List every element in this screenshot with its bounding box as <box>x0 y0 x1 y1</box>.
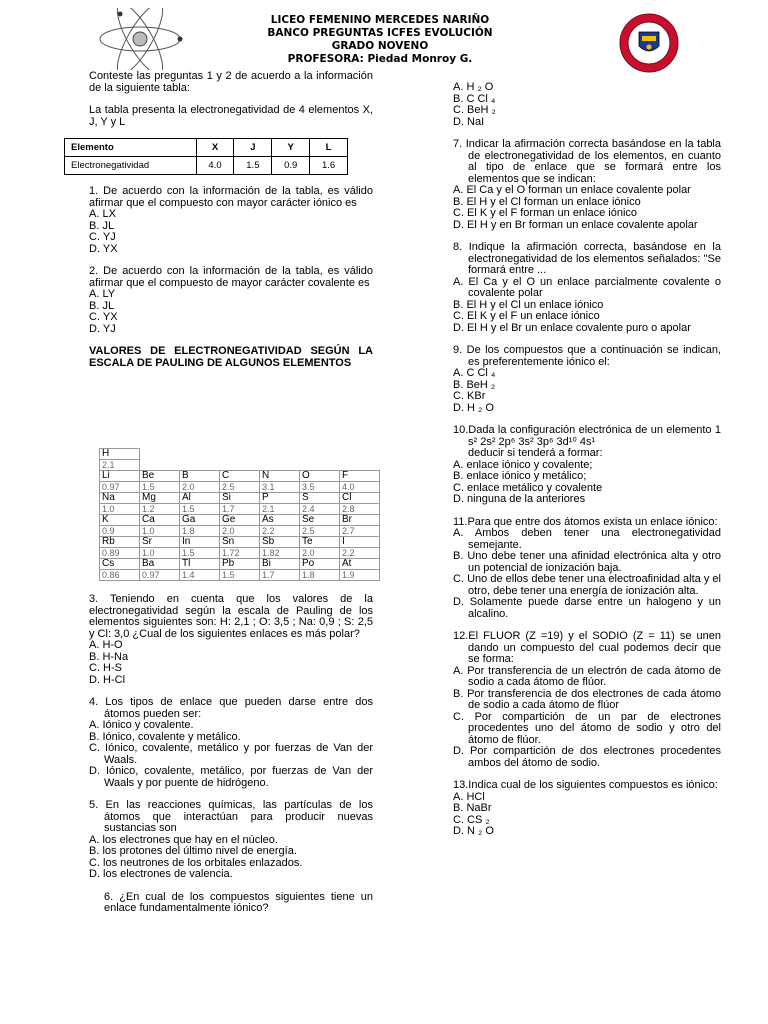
option: B. JL <box>89 219 115 232</box>
element-symbol: Cs <box>100 559 140 570</box>
element-symbol: Ca <box>140 515 180 526</box>
intro-1: Conteste las preguntas 1 y 2 de acuerdo a la información de la siguiente tabla: <box>89 70 373 94</box>
element-symbol: Cl <box>340 493 380 504</box>
question-3: 3. Teniendo en cuenta que los valores de la electronegatividad según la escala de Pauling de los elementos siguientes son: H: 2,1 ; O: 3,5 ; Na: 0,9 ; S: 2,5 y Cl: 3,0 ¿Cual de los siguientes enlaces es más polar? <box>89 593 373 640</box>
element-value: 2.8 <box>340 504 380 515</box>
element-symbol: Ba <box>140 559 180 570</box>
option: C. BeH ₂ <box>453 104 496 116</box>
element-value: 1.8 <box>300 570 340 581</box>
document-header <box>230 14 530 66</box>
empty-cell <box>340 460 380 471</box>
empty-cell <box>260 449 300 460</box>
option: B. El H y el Cl un enlace iónico <box>453 298 604 311</box>
question-10-continued: deducir si tenderá a formar: <box>468 447 603 459</box>
element-value: 1.2 <box>140 504 180 515</box>
option: C. enlace metálico y covalente <box>453 481 603 494</box>
option: C. YJ <box>89 231 116 243</box>
option: B. BeH ₂ <box>453 378 496 391</box>
option: D. El H y en Br forman un enlace covalente apolar <box>453 218 698 231</box>
empty-cell <box>220 460 260 471</box>
element-symbol: Br <box>340 515 380 526</box>
option: B. Por transferencia de dos electrones de cada átomo de sodio a cada átomo de flúor <box>453 687 721 711</box>
option: D. El H y el Br un enlace covalente puro o apolar <box>453 321 691 334</box>
option: D. Iónico, covalente, metálico, por fuerzas de Van der Waals y por puente de hidrógeno. <box>89 765 373 789</box>
element-value: 1.4 <box>180 570 220 581</box>
option: D. Por compartición de dos electrones procedentes ambos del átomo de sodio. <box>453 745 721 769</box>
option: A. Iónico y covalente. <box>89 719 194 731</box>
option: B. Uno debe tener una afinidad electrónica alta y otro un potencial de ionización baja. <box>453 550 721 574</box>
option: B. JL <box>89 299 115 312</box>
element-symbol: F <box>340 471 380 482</box>
element-symbol: Tl <box>180 559 220 570</box>
element-symbol: Se <box>300 515 340 526</box>
option: C. Iónico, covalente, metálico y por fuerzas de Van der Waals. <box>89 742 373 766</box>
table-cell: 1.6 <box>310 157 348 175</box>
school-name: LICEO FEMENINO MERCEDES NARIÑO <box>270 14 490 26</box>
element-value: 1.7 <box>260 570 300 581</box>
element-value: 1.5 <box>140 482 180 493</box>
element-symbol: Na <box>100 493 140 504</box>
element-value: 1.0 <box>100 504 140 515</box>
option: B. C Cl ₄ <box>453 92 496 105</box>
element-value: 3.1 <box>260 482 300 493</box>
element-symbol: H <box>100 449 140 460</box>
element-symbol: Si <box>220 493 260 504</box>
option: B. los protones del último nivel de energía. <box>89 845 297 857</box>
option: D. YJ <box>89 322 116 335</box>
element-value: 2.5 <box>300 526 340 537</box>
element-symbol: Pb <box>220 559 260 570</box>
electronegativity-table <box>64 138 348 175</box>
element-value: 1.82 <box>260 548 300 559</box>
element-value: 1.5 <box>220 570 260 581</box>
option: D. NaI <box>453 115 485 128</box>
element-value: 1.8 <box>180 526 220 537</box>
table-cell: 1.5 <box>234 157 272 175</box>
question-2: 2. De acuerdo con la información de la tabla, es válido afirmar que el compuesto de mayor carácter covalente es <box>89 265 373 289</box>
question-10: 10.Dada la configuración electrónica de un elemento 1 s² 2s² 2p⁶ 3s² 3p⁶ 3d¹⁰ 4s¹ <box>453 424 721 448</box>
option: A. LY <box>89 288 116 300</box>
empty-cell <box>300 449 340 460</box>
empty-cell <box>340 449 380 460</box>
option: A. enlace iónico y covalente; <box>453 458 593 471</box>
question-5: 5. En las reacciones químicas, las partículas de los átomos que interactúan para producir nuevas sustancias son <box>89 799 373 834</box>
option: A. H ₂ O <box>453 81 494 93</box>
element-value: 2.7 <box>340 526 380 537</box>
element-value: 0.9 <box>100 526 140 537</box>
element-symbol: C <box>220 471 260 482</box>
element-symbol: Bi <box>260 559 300 570</box>
option: C. H-S <box>89 662 122 674</box>
atom-logo-icon <box>95 8 185 70</box>
option: C. Uno de ellos debe tener una electroafinidad alta y el otro, debe tener una energía de ionización alta. <box>453 573 721 597</box>
table-header: L <box>310 139 348 157</box>
element-symbol: P <box>260 493 300 504</box>
table-cell: 0.9 <box>272 157 310 175</box>
option: A. C Cl ₄ <box>453 367 496 379</box>
element-symbol: B <box>180 471 220 482</box>
left-column-lower <box>89 594 373 915</box>
table-cell: Electronegatividad <box>65 157 197 175</box>
option: D. los electrones de valencia. <box>89 868 233 880</box>
table-header: Y <box>272 139 310 157</box>
option: A. LX <box>89 208 116 220</box>
empty-cell <box>180 449 220 460</box>
option: D. Solamente puede darse entre un halogeno y un alcalino. <box>453 596 721 620</box>
option: B. Iónico, covalente y metálico. <box>89 730 241 743</box>
question-11: 11.Para que entre dos átomos exista un enlace iónico: <box>453 515 718 528</box>
question-13: 13.Indica cual de los siguientes compuestos es iónico: <box>453 779 718 791</box>
option: B. enlace iónico y metálico; <box>453 470 587 482</box>
pauling-title: VALORES DE ELECTRONEGATIVIDAD SEGÚN LA ESCALA DE PAULING DE ALGUNOS ELEMENTOS <box>89 345 373 369</box>
option: A. Por transferencia de un electrón de cada átomo de sodio a cada átomo de flúor. <box>453 664 721 688</box>
option: D. H-Cl <box>89 673 126 686</box>
element-symbol: I <box>340 537 380 548</box>
option: B. H-Na <box>89 650 129 663</box>
teacher: PROFESORA: Piedad Monroy G. <box>287 53 473 65</box>
element-value: 2.2 <box>260 526 300 537</box>
element-symbol: Mg <box>140 493 180 504</box>
element-symbol: In <box>180 537 220 548</box>
element-symbol: Be <box>140 471 180 482</box>
element-value: 2.0 <box>300 548 340 559</box>
element-symbol: At <box>340 559 380 570</box>
question-9: 9. De los compuestos que a continuación se indican, es preferentemente iónico el: <box>453 344 721 368</box>
element-value: 1.5 <box>180 504 220 515</box>
element-symbol: S <box>300 493 340 504</box>
option: D. H ₂ O <box>453 401 494 414</box>
element-value: 1.0 <box>140 526 180 537</box>
element-symbol: Al <box>180 493 220 504</box>
intro-2: La tabla presenta la electronegatividad de 4 elementos X, J, Y y L <box>89 104 373 128</box>
option: C. El K y el F un enlace iónico <box>453 310 600 322</box>
left-column <box>89 71 373 128</box>
right-column <box>453 82 721 838</box>
element-value: 2.0 <box>220 526 260 537</box>
left-column-questions <box>89 186 373 369</box>
option: B. NaBr <box>453 802 492 814</box>
element-symbol: Sr <box>140 537 180 548</box>
element-value: 1.7 <box>220 504 260 515</box>
option: A. H-O <box>89 639 123 651</box>
element-value: 1.72 <box>220 548 260 559</box>
option: C. YX <box>89 311 118 323</box>
pauling-table <box>99 448 380 581</box>
option: C. KBr <box>453 390 486 402</box>
school-crest-icon <box>615 12 683 74</box>
element-symbol: Rb <box>100 537 140 548</box>
option: D. N ₂ O <box>453 825 494 837</box>
element-symbol: K <box>100 515 140 526</box>
option: C. Por compartición de un par de electrones procedentes uno del átomo de sodio y otro del átomo de flúor. <box>453 710 721 746</box>
question-7: 7. Indicar la afirmación correcta basándose en la tabla de electronegatividad de los elementos, en cuanto al tipo de enlace que se formará entre los elementos que se indican: <box>453 138 721 185</box>
table-header: Elemento <box>65 139 197 157</box>
element-value: 2.2 <box>340 548 380 559</box>
element-value: 2.1 <box>100 460 140 471</box>
empty-cell <box>300 460 340 471</box>
table-cell: 4.0 <box>196 157 234 175</box>
option: A. Ambos deben tener una electronegatividad semejante. <box>453 527 721 551</box>
option: A. los electrones que hay en el núcleo. <box>89 833 278 846</box>
element-symbol: N <box>260 471 300 482</box>
question-6: 6. ¿En cual de los compuestos siguientes tiene un enlace fundamentalmente iónico? <box>104 890 373 914</box>
option: D. ninguna de la anteriores <box>453 493 586 505</box>
option: D. YX <box>89 242 118 255</box>
element-symbol: As <box>260 515 300 526</box>
element-symbol: O <box>300 471 340 482</box>
empty-cell <box>220 449 260 460</box>
grade: GRADO NOVENO <box>331 40 429 52</box>
option: C. El K y el F forman un enlace iónico <box>453 207 638 219</box>
element-symbol: Ge <box>220 515 260 526</box>
element-value: 2.5 <box>220 482 260 493</box>
table-header: X <box>196 139 234 157</box>
question-8: 8. Indique la afirmación correcta, basándose en la electronegatividad de los elementos señalados: "Se formará entre ... <box>453 241 721 276</box>
empty-cell <box>140 449 180 460</box>
element-symbol: Li <box>100 471 140 482</box>
element-value: 3.5 <box>300 482 340 493</box>
element-value: 2.4 <box>300 504 340 515</box>
option: B. El H y el Cl forman un enlace iónico <box>453 195 641 208</box>
question-4: 4. Los tipos de enlace que pueden darse entre dos átomos pueden ser: <box>89 696 373 720</box>
element-value: 4.0 <box>340 482 380 493</box>
element-symbol: Ga <box>180 515 220 526</box>
element-value: 1.9 <box>340 570 380 581</box>
option: A. El Ca y el O forman un enlace covalente polar <box>453 184 691 196</box>
empty-cell <box>180 460 220 471</box>
question-12: 12.El FLUOR (Z =19) y el SODIO (Z = 11) se unen dando un compuesto del cual podemos decir que se forma: <box>453 630 721 665</box>
element-value: 2.1 <box>260 504 300 515</box>
option: A. El Ca y el O un enlace parcialmente covalente o covalente polar <box>453 275 721 299</box>
element-value: 1.0 <box>140 548 180 559</box>
element-value: 1.5 <box>180 548 220 559</box>
element-symbol: Te <box>300 537 340 548</box>
question-1: 1. De acuerdo con la información de la tabla, es válido afirmar que el compuesto con mayor carácter iónico es <box>89 185 373 209</box>
empty-cell <box>260 460 300 471</box>
element-value: 0.97 <box>100 482 140 493</box>
table-header: J <box>234 139 272 157</box>
option: C. CS ₂ <box>453 813 490 826</box>
element-symbol: Sn <box>220 537 260 548</box>
element-value: 0.89 <box>100 548 140 559</box>
option: A. HCl <box>453 790 485 803</box>
option: C. los neutrones de los orbitales enlazados. <box>89 856 303 869</box>
element-value: 0.86 <box>100 570 140 581</box>
element-symbol: Po <box>300 559 340 570</box>
element-value: 2.0 <box>180 482 220 493</box>
element-symbol: Sb <box>260 537 300 548</box>
element-value: 0.97 <box>140 570 180 581</box>
empty-cell <box>140 460 180 471</box>
bank-title: BANCO PREGUNTAS ICFES EVOLUCIÓN <box>267 27 493 39</box>
